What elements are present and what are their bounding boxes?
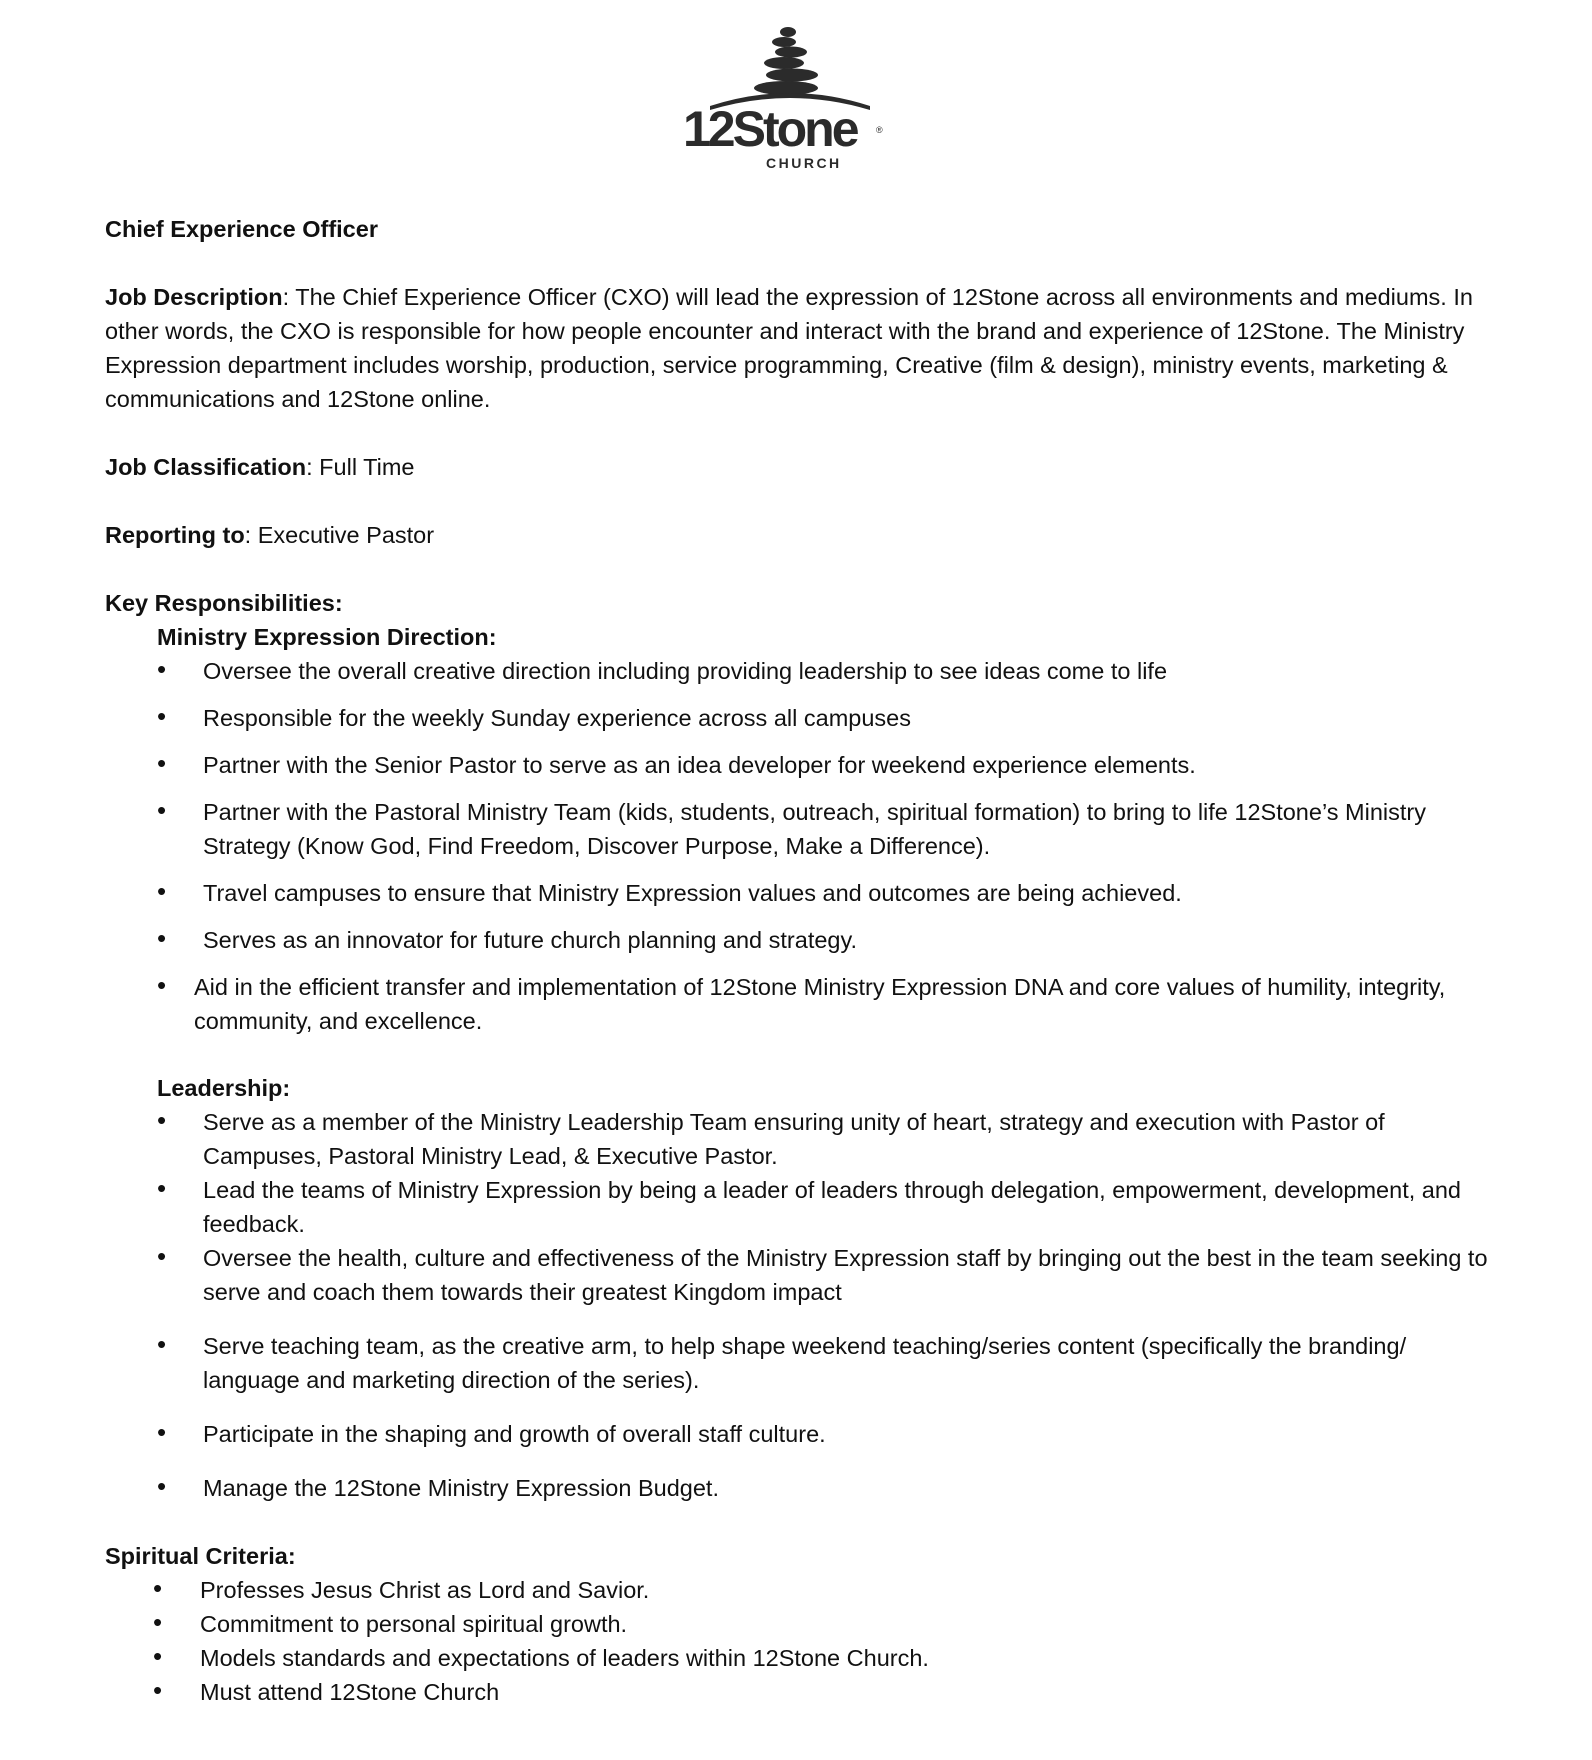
list-item: • Participate in the shaping and growth of overall staff culture. [157,1417,826,1447]
job-description-body [105,212,1505,1709]
logo-registered-mark: ® [876,125,883,135]
leadership-list [105,1105,1505,1505]
bullet-icon: • [157,1173,167,1203]
bullet-icon: • [157,1329,167,1359]
list-item: • Oversee the health, culture and effectiveness of the Ministry Expression staff by bringing out the best in the team seeking to serve and coach them towards their greatest Kingdom impact [157,1241,1488,1305]
spiritual-criteria-heading: Spiritual Criteria: [105,1543,296,1569]
bullet-icon: • [157,1417,167,1447]
bullet-icon: • [157,876,167,906]
bullet-icon: • [153,1675,163,1705]
job-title: Chief Experience Officer [105,216,378,242]
job-description-paragraph [105,280,1505,416]
bullet-icon: • [157,654,167,684]
list-item: • Serve as a member of the Ministry Leadership Team ensuring unity of heart, strategy and execution with Pastor of Campuses, Pastoral Ministry Lead, & Executive Pastor. [157,1105,1385,1169]
list-item: • Oversee the overall creative direction including providing leadership to see ideas come to life [157,654,1168,684]
list-item: • Lead the teams of Ministry Expression by being a leader of leaders through delegation, empowerment, development, and feedback. [157,1173,1461,1237]
ministry-expression-list [105,654,1505,1038]
bullet-icon: • [157,970,167,1000]
bullet-icon: • [157,1105,167,1135]
list-item: • Serves as an innovator for future church planning and strategy. [157,923,858,953]
list-item: • Serve teaching team, as the creative arm, to help shape weekend teaching/series content (specifically the branding/ language and marketing direction of the series). [157,1329,1407,1393]
stone-stack-icon [680,22,912,172]
logo-subtitle: CHURCH [766,155,842,171]
bullet-icon: • [153,1607,163,1637]
job-description-text: : The Chief Experience Officer (CXO) will lead the expression of 12Stone across all environments and mediums. In other words, the CXO is responsible for how people encounter and interact with the brand and experience of 12Stone. The Ministry Expression department includes worship, production, service programming, Creative (film & design), ministry events, marketing & communications and 12Stone online. [105,284,1473,412]
bullet-icon: • [157,748,167,778]
reporting-label: Reporting to [105,522,245,548]
list-item: • Manage the 12Stone Ministry Expression Budget. [157,1471,719,1501]
ministry-expression-heading: Ministry Expression Direction: [157,624,497,650]
leadership-heading: Leadership: [157,1075,291,1101]
bullet-icon: • [153,1573,163,1603]
12stone-church-logo [680,22,912,172]
list-item: • Responsible for the weekly Sunday experience across all campuses [157,701,911,731]
bullet-icon: • [157,795,167,825]
job-classification-line [105,450,1505,484]
bullet-icon: • [157,1471,167,1501]
reporting-line [105,518,1505,552]
list-item: • Travel campuses to ensure that Ministry Expression values and outcomes are being achieved. [157,876,1182,906]
reporting-value: : Executive Pastor [244,522,435,548]
logo-wordmark: 12Stone [683,101,857,157]
list-item: • Must attend 12Stone Church [153,1675,500,1705]
job-description-label: Job Description [105,284,283,310]
list-item: • Partner with the Pastoral Ministry Team (kids, students, outreach, spiritual formation) to bring to life 12Stone’s Ministry Strategy (Know God, Find Freedom, Discover Purpose, Make a Difference). [157,795,1426,859]
spiritual-criteria-list [105,1573,1505,1709]
key-responsibilities-heading: Key Responsibilities: [105,590,343,616]
bullet-icon: • [157,701,167,731]
bullet-icon: • [157,1241,167,1271]
list-item: • Professes Jesus Christ as Lord and Savior. [153,1573,650,1603]
list-item: • Commitment to personal spiritual growth. [153,1607,628,1637]
list-item: • Partner with the Senior Pastor to serve as an idea developer for weekend experience elements. [157,748,1196,778]
bullet-icon: • [157,923,167,953]
list-item: • Models standards and expectations of leaders within 12Stone Church. [153,1641,929,1671]
job-classification-label: Job Classification [105,454,307,480]
job-classification-value: : Full Time [306,454,415,480]
list-item: • Aid in the efficient transfer and implementation of 12Stone Ministry Expression DNA and core values of humility, integrity, community, and excellence. [157,970,1446,1034]
bullet-icon: • [153,1641,163,1671]
